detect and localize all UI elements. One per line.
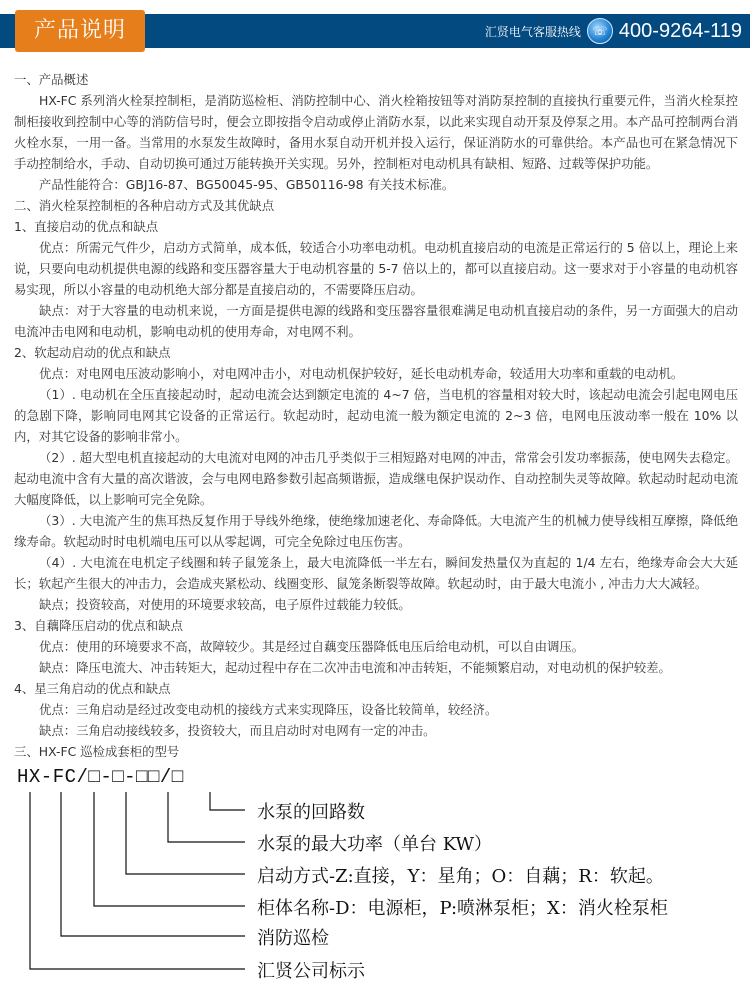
body-paragraph: （1）. 电动机在全压直接起动时，起动电流会达到额定电流的 4~7 倍，当电机的容量相对较大时，该起动电流会引起电网电压的急剧下降，影响同电网其它设备的正常运行。软起动时，起动电流一般为额定电流的 2~3 倍，电网电压波动率一般在 10% 以内，对其它设备的影响非常小。 <box>14 387 738 444</box>
section-heading: 二、消火栓泵控制柜的各种启动方式及其优缺点 <box>14 198 275 213</box>
body-paragraph: 优点：所需元气件少，启动方式简单，成本低，较适合小功率电动机。电动机直接启动的电流是正常运行的 5 倍以上，理论上来说，只要向电动机提供电源的线路和变压器容量大于电动机容量的 5-7 倍以上的，都可以直接启动。这一要求对于小容量的电动机容易实现，所以小容量的电动机绝大部分都是直接启动的，不需要降压启动。 <box>14 240 738 297</box>
section-heading: 三、HX-FC 巡检成套柜的型号 <box>14 744 180 759</box>
body-paragraph: 优点：使用的环境要求不高，故障较少。其是经过自藕变压器降低电压后给电动机，可以自由调压。 <box>39 639 585 654</box>
body-paragraph: （3）. 大电流产生的焦耳热反复作用于导线外绝缘，使绝缘加速老化、寿命降低。大电流产生的机械力使导线相互摩擦，降低绝缘寿命。软起动时时电机端电压可以从零起调，可完全免除过电压伤害。 <box>14 513 738 549</box>
section-heading: 3、自藕降压启动的优点和缺点 <box>14 618 183 633</box>
section-heading: 4、星三角启动的优点和缺点 <box>14 681 171 696</box>
body-paragraph: （4）. 大电流在电机定子线圈和转子鼠笼条上，最大电流降低一半左右，瞬间发热量仅为直起的 1/4 左右，绝缘寿命会大大延长；软起产生很大的冲击力，会造成夹紧松动、线圈变形、鼠笼条断裂等故障。软起动时，由于最大电流小 , 冲击力大大减轻。 <box>14 555 739 591</box>
line-power <box>168 792 245 842</box>
section-heading: 2、软起动启动的优点和缺点 <box>14 345 171 360</box>
section-heading: 1、直接启动的优点和缺点 <box>14 219 159 234</box>
label-cabinet-type: 柜体名称-D：电源柜，P:喷淋泵柜；X：消火栓泵柜 <box>257 898 668 919</box>
page-title: 产品说明 <box>15 10 145 52</box>
body-paragraph: 缺点：降压电流大、冲击转矩大，起动过程中存在二次冲击电流和冲击转矩，不能频繁启动，对电动机的保护较差。 <box>39 660 671 675</box>
phone-icon: ☏ <box>587 18 613 44</box>
body-paragraph: （2）. 超大型电机直接起动的大电流对电网的冲击几乎类似于三相短路对电网的冲击，常常会引发功率振荡，使电网失去稳定。起动电流中含有大量的高次谐波，会与电网电路参数引起高频谐振，造成继电保护误动作、自动控制失灵等故障。软起动时起动电流大幅度降低，以上影响可完全免除。 <box>14 450 738 507</box>
line-start-mode <box>126 792 245 874</box>
hotline-number: 400-9264-119 <box>618 19 742 42</box>
label-fire-inspection: 消防巡检 <box>257 928 329 949</box>
label-max-power: 水泵的最大功率（单台 KW） <box>257 834 493 855</box>
label-circuits: 水泵的回路数 <box>257 802 365 823</box>
hotline-label: 汇贤电气客服热线 <box>484 24 581 39</box>
model-code: HX-FC/□-□-□□/□ <box>17 766 184 788</box>
body-paragraph: 缺点：对于大容量的电动机来说，一方面是提供电源的线路和变压器容量很难满足电动机直接启动的条件，另一方面强大的启动电流冲击电网和电动机，影响电动机的使用寿命，对电网不利。 <box>14 303 738 339</box>
body-paragraph: 缺点；投资较高，对使用的环境要求较高，电子原件过载能力较低。 <box>39 597 411 612</box>
section-heading: 一、产品概述 <box>14 72 89 87</box>
body-paragraph: 产品性能符合：GBJ16-87、BG50045-95、GB50116-98 有关技术标准。 <box>39 177 455 192</box>
line-inspection <box>61 792 245 936</box>
product-description <box>14 69 738 762</box>
hotline <box>485 14 742 48</box>
label-company-mark: 汇贤公司标示 <box>257 961 365 982</box>
line-cabinet <box>94 792 245 906</box>
body-paragraph: 优点：三角启动是经过改变电动机的接线方式来实现降压，设备比较简单，较经济。 <box>39 702 498 717</box>
body-paragraph: 缺点：三角启动接线较多，投资较大，而且启动时对电网有一定的冲击。 <box>39 723 436 738</box>
body-paragraph: HX-FC 系列消火栓泵控制柜，是消防巡检柜、消防控制中心、消火栓箱按钮等对消防泵控制的直接执行重要元件，当消火栓泵控制柜接收到控制中心等的消防信号时，便会立即按指令启动或停止消防水泵，以此来实现自动开泵及停泵之用。本产品可控制两台消火栓水泵，一用一备。当常用的水泵发生故障时，备用水泵自动开机并投入运行，保证消防水的可靠供给。本产品也可在紧急情况下手动控制给水，手动、自动切换可通过万能转换开关实现。另外，控制柜对电动机具有缺相、短路、过载等保护功能。 <box>14 93 738 171</box>
model-diagram <box>0 760 750 985</box>
line-company <box>30 792 245 969</box>
line-circuits <box>210 792 245 810</box>
label-start-mode: 启动方式-Z:直接，Y：星角；O：自藕；R：软起。 <box>257 866 664 887</box>
body-paragraph: 优点：对电网电压波动影响小，对电网冲击小，对电动机保护较好，延长电动机寿命，较适用大功率和重载的电动机。 <box>39 366 684 381</box>
